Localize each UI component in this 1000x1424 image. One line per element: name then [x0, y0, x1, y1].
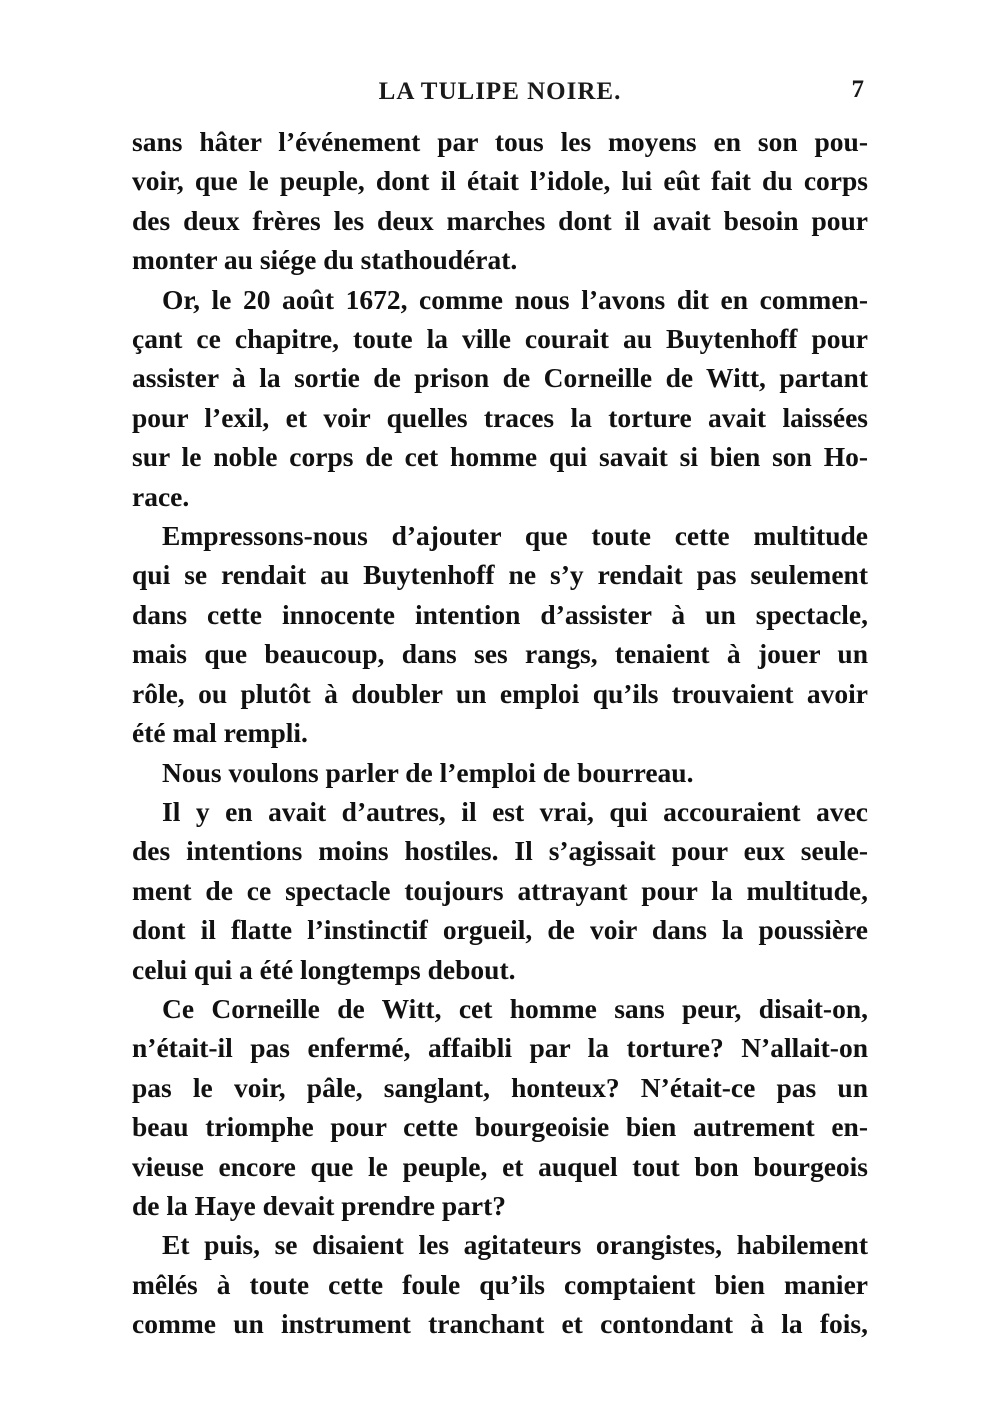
text-line: mêlés à toute cette foule qu’ils comptaient bien manier [132, 1268, 868, 1300]
text-line: Et puis, se disaient les agitateurs orangistes, habilement [162, 1229, 868, 1261]
text-line: ment de ce spectacle toujours attrayant pour la multitude, [132, 874, 868, 906]
paragraph-1 [132, 122, 868, 280]
text-line: Il y en avait d’autres, il est vrai, qui accouraient avec [162, 795, 868, 827]
running-title: LA TULIPE NOIRE. [378, 78, 622, 105]
text-line: dans cette innocente intention d’assister à un spectacle, [132, 598, 868, 630]
text-line: mais que beaucoup, dans ses rangs, tenaient à jouer un [132, 638, 868, 670]
text-line: Nous voulons parler de l’emploi de bourreau. [162, 756, 694, 788]
text-line: pour l’exil, et voir quelles traces la torture avait laissées [132, 401, 868, 433]
text-line: comme un instrument tranchant et contondant à la fois, [132, 1308, 868, 1340]
text-line: des deux frères les deux marches dont il avait besoin pour [132, 204, 868, 236]
text-line: qui se rendait au Buytenhoff ne s’y rendait pas seulement [132, 559, 868, 591]
paragraph-7 [132, 1225, 868, 1343]
page-header [130, 78, 870, 114]
text-line: vieuse encore que le peuple, et auquel tout bon bourgeois [132, 1150, 868, 1182]
text-line: été mal rempli. [132, 717, 308, 749]
paragraph-3 [132, 516, 868, 752]
text-line: beau triomphe pour cette bourgeoisie bien autrement en- [132, 1111, 868, 1143]
text-line: Ce Corneille de Witt, cet homme sans peur, disait-on, [162, 992, 868, 1024]
paragraph-4 [132, 753, 868, 792]
body-text [132, 122, 868, 1344]
text-line: sans hâter l’événement par tous les moyens en son pou- [132, 126, 868, 157]
text-line: pas le voir, pâle, sanglant, honteux? N’était-ce pas un [132, 1071, 868, 1103]
text-line: Or, le 20 août 1672, comme nous l’avons dit en commen- [162, 283, 868, 315]
text-line: de la Haye devait prendre part? [132, 1189, 507, 1221]
text-line: voir, que le peuple, dont il était l’idole, lui eût fait du corps [132, 165, 868, 197]
text-line: sur le noble corps de cet homme qui savait si bien son Ho- [132, 441, 868, 473]
text-line: celui qui a été longtemps debout. [132, 953, 516, 985]
text-line: assister à la sortie de prison de Corneille de Witt, partant [132, 362, 868, 394]
text-line: monter au siége du stathoudérat. [132, 244, 518, 276]
page-number: 7 [851, 76, 864, 103]
text-line: dont il flatte l’instinctif orgueil, de voir dans la poussière [132, 914, 868, 946]
text-line: n’était-il pas enfermé, affaibli par la torture? N’allait-on [132, 1032, 868, 1064]
text-line: çant ce chapitre, toute la ville courait au Buytenhoff pour [132, 323, 868, 355]
text-line: des intentions moins hostiles. Il s’agissait pour eux seule- [132, 835, 868, 867]
text-line: Empressons-nous d’ajouter que toute cette multitude [162, 520, 868, 552]
paragraph-5 [132, 792, 868, 989]
paragraph-6 [132, 989, 868, 1225]
text-line: rôle, ou plutôt à doubler un emploi qu’ils trouvaient avoir [132, 677, 868, 709]
text-line: race. [132, 480, 190, 512]
paragraph-2 [132, 280, 868, 516]
